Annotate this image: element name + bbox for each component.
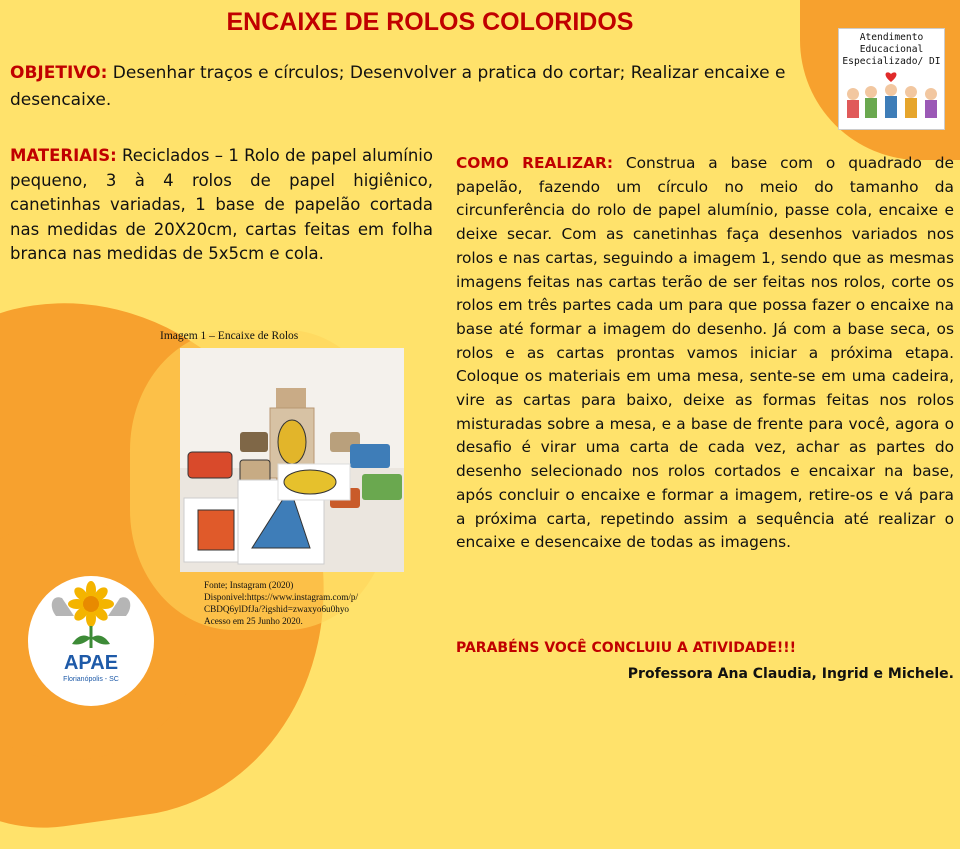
congratulations-text: PARABÉNS VOCÊ CONCLUIU A ATIVIDADE!!! xyxy=(456,640,796,656)
instructions-label: COMO REALIZAR: xyxy=(456,154,614,172)
objective-label: OBJETIVO: xyxy=(10,63,108,83)
source-line: Disponivel:https://www.instagram.com/p/ xyxy=(204,592,359,602)
rolls-illustration xyxy=(180,348,404,572)
instructions-paragraph xyxy=(456,152,954,555)
aee-badge xyxy=(838,28,945,130)
source-line: Acesso em 25 Junho 2020. xyxy=(204,616,303,626)
materials-text: Reciclados – 1 Rolo de papel alumínio pequeno, 3 à 4 rolos de papel higiênico, canetinhas variadas, 1 base de papelão cortada nas medidas de 20X20cm, cartas feitas em folha branca nas medidas de 5x5cm e cola. xyxy=(10,146,433,263)
image-source xyxy=(204,579,414,627)
image-caption: Imagem 1 – Encaixe de Rolos xyxy=(160,330,299,342)
logo-name: APAE xyxy=(63,652,119,674)
teachers-signature: Professora Ana Claudia, Ingrid e Michele. xyxy=(627,666,954,682)
badge-text xyxy=(839,32,944,68)
instructions-text: Construa a base com o quadrado de papelão, fazendo um círculo no meio do tamanho da circunferência do rolo de papel alumínio, passe cola, encaixe e deixe secar. Com as canetinhas faça desenhos variados nos rolos e nas cartas, seguindo a imagem 1, sendo que as mesmas imagens feitas nas cartas terão de ser feitas nos rolos, corte os rolos em três partes cada um para que possa fazer o encaixe na base até formar a imagem do desenho. Já com a base seca, os rolos e as cartas prontas vamos iniciar a próxima etapa. Coloque os materiais em uma mesa, sente-se em uma cadeira, vire as cartas para baixo, deixe as formas feitas nos rolos misturadas sobre a mesa, e a base de frente para você, agora o desafio é virar uma carta de cada vez, achar as partes do desenho selecionado nos rolos cortados e encaixar na base, após concluir o encaixe e formar a imagem, retire-os e vá para a próxima carta, repetindo assim a sequência até realizar o encaixe e desencaixe de todas as imagens. xyxy=(456,154,954,552)
objective-paragraph xyxy=(10,60,810,114)
page-title: ENCAIXE DE ROLOS COLORIDOS xyxy=(226,8,634,36)
badge-line: Especializado/ DI xyxy=(842,56,941,67)
objective-text: Desenhar traços e círculos; Desenvolver a pratica do cortar; Realizar encaixe e desencaixe. xyxy=(10,63,786,110)
materials-paragraph xyxy=(10,144,433,267)
source-line: Fonte; Instagram (2020) xyxy=(204,580,294,590)
source-line: CBDQ6ylDfJa/?igshid=zwaxyo6u0hyo xyxy=(204,604,350,614)
badge-line: Atendimento xyxy=(859,32,924,43)
badge-line: Educacional xyxy=(859,44,924,55)
apae-logo xyxy=(28,576,154,706)
children-illustration xyxy=(839,68,944,128)
logo-subtitle: Florianópolis - SC xyxy=(63,676,119,683)
sunflower-hands-icon xyxy=(28,576,154,656)
activity-photo xyxy=(180,348,404,572)
materials-label: MATERIAIS: xyxy=(10,146,117,165)
